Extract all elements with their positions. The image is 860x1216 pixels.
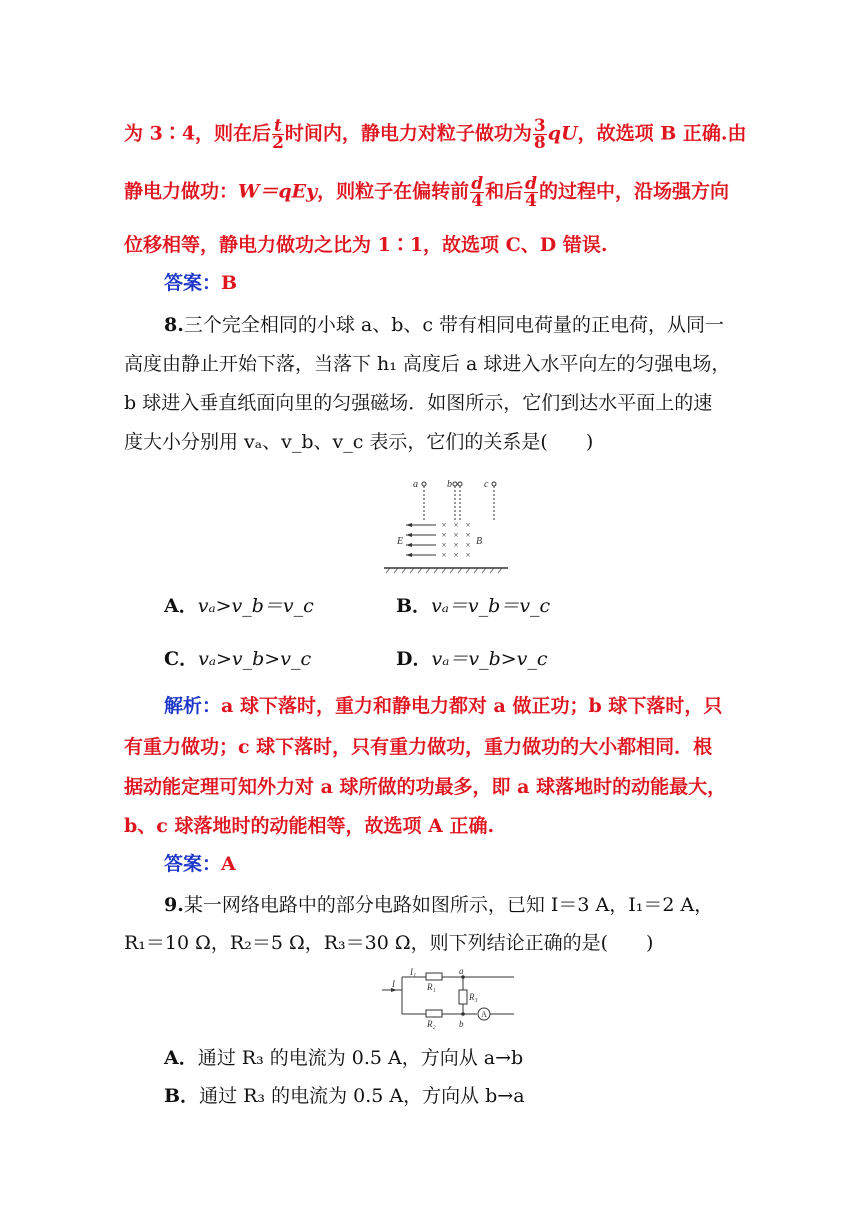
- fraction-t-over-2: [272, 118, 284, 151]
- question-number: 8.: [164, 314, 184, 336]
- svg-text:×: ×: [465, 550, 471, 560]
- explanation-label: 解析：: [164, 695, 222, 717]
- text-segment: 静电力做功：: [124, 180, 239, 203]
- option-text: vₐ>v_b>v_c: [198, 648, 312, 670]
- question-9-line-1: [164, 891, 713, 919]
- option-letter: C．: [164, 648, 199, 670]
- option-text: vₐ>v_b＝v_c: [197, 595, 314, 617]
- svg-text:×: ×: [441, 520, 447, 530]
- fraction-denominator: 8: [533, 133, 546, 153]
- option-text: 通过 R₃ 的电流为 0.5 A，方向从 a→b: [197, 1047, 524, 1069]
- option-8-C[interactable]: [164, 645, 311, 673]
- resistor-R2-label: R₂: [427, 1019, 436, 1029]
- svg-text:×: ×: [441, 530, 447, 540]
- fraction-denominator: 2: [272, 133, 284, 153]
- current-I-label: I: [392, 979, 395, 989]
- question-9-circuit: [366, 968, 516, 1032]
- text-segment: 为 3∶4，则在后: [124, 122, 272, 145]
- fraction-d-over-4: [524, 176, 538, 209]
- svg-text:×: ×: [465, 520, 471, 530]
- fraction-numerator: 3: [533, 116, 546, 136]
- node-b-label: b: [459, 1019, 464, 1029]
- answer-label: 答案：: [164, 272, 222, 294]
- ball-c-label: c: [484, 479, 489, 490]
- answer-8: [164, 850, 236, 878]
- explanation-7-line-3: 位移相等，静电力做功之比为 1∶1，故选项 C、D 错误.: [124, 234, 608, 256]
- svg-text:×: ×: [453, 520, 459, 530]
- explanation-7-line-2: [124, 176, 729, 209]
- option-8-B[interactable]: [396, 592, 550, 620]
- text-segment: 和后: [485, 180, 524, 203]
- formula-qU: qU: [547, 122, 578, 145]
- option-text: 通过 R₃ 的电流为 0.5 A，方向从 b→a: [199, 1085, 525, 1107]
- explanation-7-line-1: [124, 118, 747, 151]
- option-letter: D．: [396, 648, 432, 670]
- explanation-text: a 球下落时，重力和静电力都对 a 做正功；b 球下落时，只: [221, 695, 723, 717]
- option-8-D[interactable]: [396, 645, 548, 673]
- question-9-line-2: R₁＝10 Ω，R₂＝5 Ω，R₃＝30 Ω，则下列结论正确的是( ): [124, 932, 654, 954]
- resistor-R3-label: R₃: [469, 992, 478, 1002]
- question-8-line-4: 度大小分别用 vₐ、v_b、v_c 表示，它们的关系是( ): [124, 431, 594, 453]
- explanation-8-line-4: b、c 球落地时的动能相等，故选项 A 正确.: [124, 815, 495, 837]
- text-segment: ，故选项 B 正确.由: [577, 122, 747, 145]
- question-8-line-1: [164, 311, 724, 339]
- question-8-line-3: b 球进入垂直纸面向里的匀强磁场．如图所示，它们到达水平面上的速: [124, 392, 713, 414]
- resistor-R1-label: R₁: [427, 982, 436, 992]
- option-letter: A．: [164, 595, 198, 617]
- question-text: 某一网络电路中的部分电路如图所示，已知 I＝3 A，I₁＝2 A，: [183, 894, 714, 916]
- node-a-label: a: [459, 968, 464, 976]
- question-number: 9.: [164, 894, 184, 916]
- ball-b-label: b: [447, 479, 452, 490]
- text-segment: 时间内，静电力对粒子做功为: [284, 122, 532, 145]
- fraction-denominator: 4: [525, 191, 537, 211]
- option-9-A[interactable]: [164, 1044, 523, 1072]
- question-8-figure: [376, 476, 516, 576]
- explanation-8-line-3: 据动能定理可知外力对 a 球所做的功最多，即 a 球落地时的动能最大，: [124, 776, 727, 798]
- option-text: vₐ＝v_b＝v_c: [431, 595, 551, 617]
- option-text: vₐ＝v_b>v_c: [431, 648, 548, 670]
- formula-work: W＝qEy: [238, 180, 318, 203]
- field-E-label: E: [397, 536, 404, 547]
- answer-7: [164, 269, 237, 297]
- ammeter-icon: A: [481, 1010, 487, 1019]
- text-segment: ，则粒子在偏转前: [317, 180, 470, 203]
- option-9-B[interactable]: [164, 1082, 525, 1110]
- question-text: 三个完全相同的小球 a、b、c 带有相同电荷量的正电荷，从同一: [183, 314, 725, 336]
- question-8-line-2: 高度由静止开始下落，当落下 h₁ 高度后 a 球进入水平向左的匀强电场，: [124, 353, 731, 375]
- fraction-numerator: d: [525, 174, 537, 194]
- svg-text:×: ×: [465, 530, 471, 540]
- answer-label: 答案：: [164, 853, 222, 875]
- svg-text:×: ×: [441, 550, 447, 560]
- svg-text:×: ×: [441, 540, 447, 550]
- svg-text:×: ×: [453, 540, 459, 550]
- current-I1-label: I₁: [410, 968, 417, 977]
- option-8-A[interactable]: [164, 592, 314, 620]
- fraction-numerator: d: [471, 174, 484, 194]
- answer-value: B: [221, 272, 238, 294]
- fraction-numerator: t: [274, 116, 282, 136]
- explanation-8-line-2: 有重力做功；c 球下落时，只有重力做功，重力做功的大小都相同．根: [124, 736, 713, 758]
- answer-value: A: [221, 853, 236, 875]
- option-letter: A．: [164, 1047, 198, 1069]
- option-letter: B．: [396, 595, 432, 617]
- explanation-8-line-1: [164, 692, 722, 720]
- svg-text:×: ×: [453, 550, 459, 560]
- option-letter: B．: [164, 1085, 200, 1107]
- ball-a-label: a: [413, 479, 418, 490]
- fraction-3-over-8: [533, 118, 547, 151]
- fraction-denominator: 4: [471, 191, 484, 211]
- field-B-label: B: [476, 536, 483, 547]
- text-segment: 的过程中，沿场强方向: [538, 180, 729, 203]
- svg-text:×: ×: [453, 530, 459, 540]
- fraction-d-over-4: [470, 176, 484, 209]
- svg-text:×: ×: [465, 540, 471, 550]
